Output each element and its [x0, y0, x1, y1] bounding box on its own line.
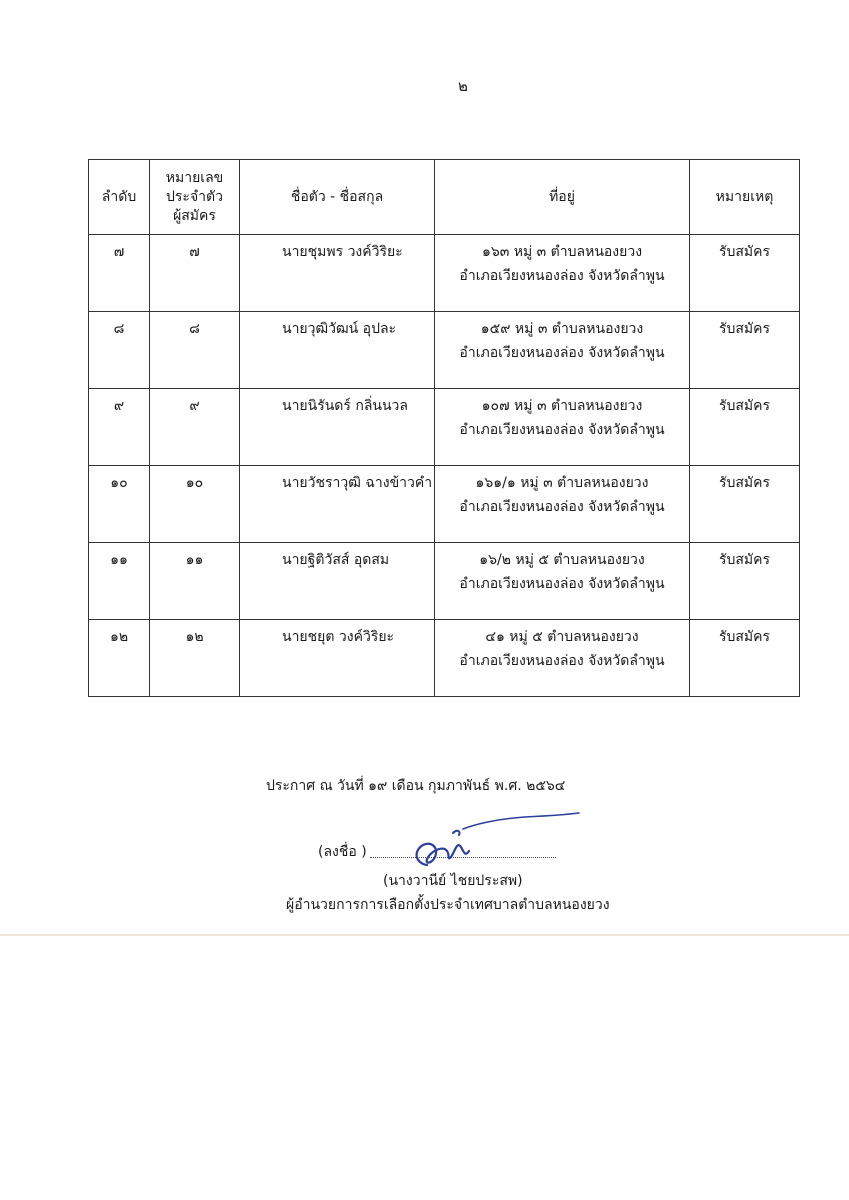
sign-label: (ลงชื่อ )	[318, 844, 367, 860]
cell-candidate-id: ๑๒	[150, 620, 240, 697]
table-row	[89, 235, 800, 312]
cell-address	[435, 389, 690, 466]
header-id-line: ผู้สมัคร	[173, 207, 216, 224]
cell-note: รับสมัคร	[690, 235, 800, 312]
cell-note: รับสมัคร	[690, 466, 800, 543]
cell-address	[435, 235, 690, 312]
page-edge-divider	[0, 934, 849, 936]
table-row	[89, 466, 800, 543]
cell-no: ๑๑	[89, 543, 150, 620]
header-id-line: ประจำตัว	[166, 188, 223, 205]
cell-candidate-id: ๗	[150, 235, 240, 312]
cell-note: รับสมัคร	[690, 312, 800, 389]
cell-note: รับสมัคร	[690, 543, 800, 620]
address-line: อำเภอเวียงหนองล่อง จังหวัดลำพูน	[459, 345, 665, 361]
table-row	[89, 389, 800, 466]
cell-note: รับสมัคร	[690, 620, 800, 697]
cell-candidate-id: ๙	[150, 389, 240, 466]
cell-name: นายฐิติวัสส์ อุดสม	[240, 543, 435, 620]
address-line: ๑๕๙ หมู่ ๓ ตำบลหนองยวง	[480, 321, 644, 337]
header-candidate-id	[150, 160, 240, 235]
header-note: หมายเหตุ	[690, 160, 800, 235]
address-line: อำเภอเวียงหนองล่อง จังหวัดลำพูน	[459, 653, 665, 669]
address-line: ๔๑ หมู่ ๕ ตำบลหนองยวง	[485, 629, 639, 645]
address-line: ๑๖/๒ หมู่ ๕ ตำบลหนองยวง	[479, 552, 645, 568]
header-no: ลำดับ	[89, 160, 150, 235]
candidate-table	[88, 159, 800, 697]
cell-no: ๑๐	[89, 466, 150, 543]
cell-address	[435, 312, 690, 389]
cell-candidate-id: ๑๐	[150, 466, 240, 543]
address-line: อำเภอเวียงหนองล่อง จังหวัดลำพูน	[459, 576, 665, 592]
address-line: ๑๐๗ หมู่ ๓ ตำบลหนองยวง	[481, 398, 643, 414]
cell-no: ๗	[89, 235, 150, 312]
signer-title: ผู้อำนวยการการเลือกตั้งประจำเทศบาลตำบลหนองยวง	[286, 897, 610, 913]
table-row	[89, 312, 800, 389]
cell-no: ๘	[89, 312, 150, 389]
header-address: ที่อยู่	[435, 160, 690, 235]
cell-no: ๙	[89, 389, 150, 466]
cell-name: นายชยุต วงค์วิริยะ	[240, 620, 435, 697]
address-line: ๑๖๑/๑ หมู่ ๓ ตำบลหนองยวง	[475, 475, 649, 491]
cell-candidate-id: ๘	[150, 312, 240, 389]
cell-name: นายวัชราวุฒิ ฉางข้าวคำ	[240, 466, 435, 543]
cell-note: รับสมัคร	[690, 389, 800, 466]
cell-address	[435, 543, 690, 620]
cell-address	[435, 620, 690, 697]
table-header-row	[89, 160, 800, 235]
header-name: ชื่อตัว - ชื่อสกุล	[240, 160, 435, 235]
cell-candidate-id: ๑๑	[150, 543, 240, 620]
address-line: อำเภอเวียงหนองล่อง จังหวัดลำพูน	[459, 422, 665, 438]
cell-name: นายชุมพร วงค์วิริยะ	[240, 235, 435, 312]
handwritten-signature	[395, 811, 595, 875]
table-row	[89, 543, 800, 620]
cell-name: นายวุฒิวัฒน์ อุปละ	[240, 312, 435, 389]
page-number: ๒	[458, 77, 468, 95]
cell-no: ๑๒	[89, 620, 150, 697]
cell-name: นายนิรันดร์ กลิ่นนวล	[240, 389, 435, 466]
table-row	[89, 620, 800, 697]
header-id-line: หมายเลข	[165, 169, 224, 186]
announcement-date: ประกาศ ณ วันที่ ๑๙ เดือน กุมภาพันธ์ พ.ศ. ๒๕๖๔	[266, 778, 566, 794]
address-line: ๑๖๓ หมู่ ๓ ตำบลหนองยวง	[481, 244, 643, 260]
signer-name: (นางวานีย์ ไชยประสพ)	[383, 873, 523, 889]
address-line: อำเภอเวียงหนองล่อง จังหวัดลำพูน	[459, 499, 665, 515]
address-line: อำเภอเวียงหนองล่อง จังหวัดลำพูน	[459, 268, 665, 284]
cell-address	[435, 466, 690, 543]
